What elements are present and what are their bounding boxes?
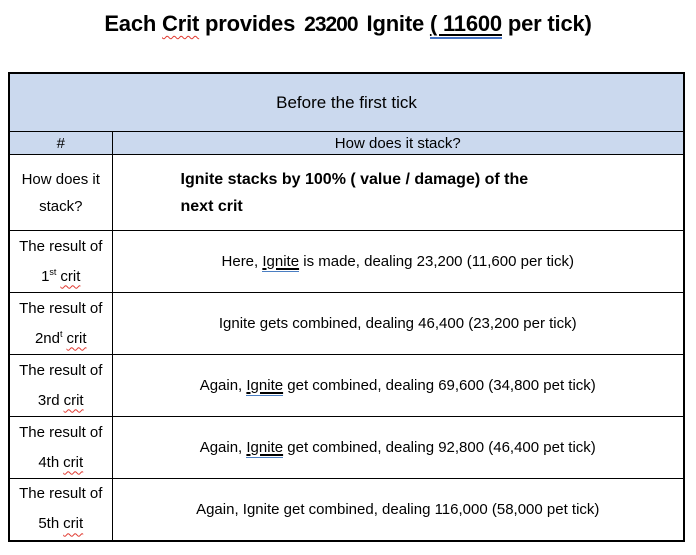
result-ordinal-line — [10, 509, 112, 539]
ordinal-number: 4th — [38, 453, 60, 471]
ignite-term: Ignite — [262, 253, 300, 270]
result-label-line: The result of — [19, 423, 103, 441]
title-text-2: provides — [199, 11, 296, 36]
description-text: get combined, dealing 69,600 (34,800 pet tick) — [283, 377, 596, 394]
description-text: Again, — [199, 439, 247, 456]
title-text-4: per tick) — [501, 11, 592, 36]
stack-description-line-2: next crit — [180, 197, 243, 215]
stack-description-line-1: Ignite stacks by 100% ( value / damage) of the — [180, 170, 529, 188]
result-description-cell — [112, 231, 684, 293]
ignite-term: Ignite — [246, 377, 284, 394]
page-title — [0, 11, 696, 37]
crit-word: crit — [60, 267, 81, 285]
table-span-header-row — [9, 73, 684, 132]
result-description-cell — [112, 417, 684, 479]
result-ordinal-line — [10, 324, 112, 354]
span-header-cell: Before the first tick — [9, 73, 684, 132]
title-text-3: Ignite — [366, 11, 430, 36]
num-column-header: # — [9, 132, 112, 155]
result-label-cell — [9, 293, 112, 355]
description-text: is made, dealing 23,200 (11,600 per tick) — [299, 253, 574, 270]
table-row — [9, 417, 684, 479]
ordinal-suffix: t — [60, 328, 63, 339]
table-row — [9, 155, 684, 231]
result-label-cell — [9, 231, 112, 293]
description-text: Ignite gets combined, dealing 46,400 (23,200 per tick) — [218, 315, 577, 332]
title-text-1: Each — [104, 11, 163, 36]
description-text: Again, Ignite get combined, dealing 116,000 (58,000 pet tick) — [196, 500, 600, 518]
crit-word: crit — [63, 453, 84, 471]
description-text: Again, — [199, 377, 247, 394]
result-description-cell — [112, 355, 684, 417]
result-label-line: The result of — [19, 361, 103, 379]
crit-word: crit — [63, 515, 84, 533]
result-label-cell — [9, 355, 112, 417]
title-ignite-value: 23200 — [304, 13, 358, 36]
result-description-cell — [112, 479, 684, 541]
result-ordinal-line — [10, 262, 112, 292]
ordinal-number: 1 — [41, 267, 50, 285]
crit-word: crit — [63, 391, 84, 409]
ignite-stack-table — [8, 72, 685, 542]
stack-description-cell — [112, 155, 684, 231]
stack-column-header: How does it stack? — [112, 132, 684, 155]
stack-label-cell — [9, 155, 112, 231]
title-crit-word: Crit — [162, 11, 200, 36]
result-label-cell — [9, 417, 112, 479]
table-row — [9, 355, 684, 417]
result-label-line: The result of — [19, 237, 103, 255]
title-per-tick-value: ( 11600 — [430, 11, 502, 39]
crit-word: crit — [66, 329, 87, 347]
table-row — [9, 293, 684, 355]
table-row — [9, 479, 684, 541]
ordinal-number: 5th — [38, 515, 60, 533]
description-text: Here, — [221, 253, 263, 270]
result-label-line: The result of — [19, 299, 103, 317]
ordinal-suffix: st — [49, 266, 57, 277]
ordinal-number: 3rd — [37, 391, 60, 409]
ignite-term: Ignite — [246, 439, 284, 456]
ordinal-number: 2nd — [34, 329, 60, 347]
result-ordinal-line — [10, 386, 112, 416]
result-description-cell — [112, 293, 684, 355]
result-ordinal-line — [10, 448, 112, 478]
result-label-line: The result of — [19, 485, 103, 503]
table-row — [9, 231, 684, 293]
result-label-cell — [9, 479, 112, 541]
table-column-header-row — [9, 132, 684, 155]
stack-label-line-1: How does it — [21, 170, 100, 188]
description-text: get combined, dealing 92,800 (46,400 pet tick) — [283, 439, 596, 456]
stack-label-line-2: stack? — [39, 197, 83, 215]
